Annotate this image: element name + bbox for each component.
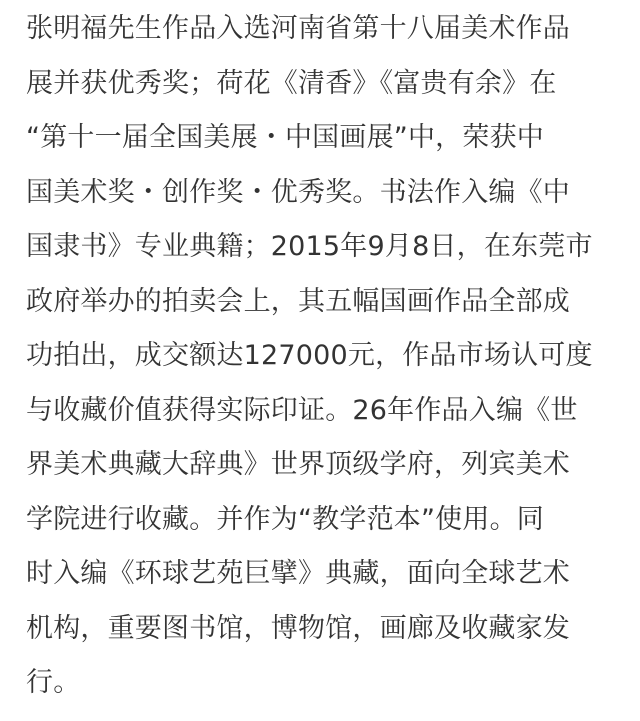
paragraph-line: 国美术奖・创作奖・优秀奖。书法作入编《中 <box>26 176 570 208</box>
article-paragraph <box>26 2 626 711</box>
paragraph-line: “第十一届全国美展・中国画展”中，荣获中 <box>26 122 544 153</box>
paragraph-line: 政府举办的拍卖会上，其五幅国画作品全部成 <box>26 285 570 317</box>
paragraph-line: 学院进行收藏。并作为“教学范本”使用。同 <box>26 503 544 535</box>
paragraph-line: 时入编《环球艺苑巨擘》典藏，面向全球艺术 <box>26 558 570 589</box>
paragraph-line: 机构，重要图书馆，博物馆，画廊及收藏家发 <box>26 612 570 644</box>
paragraph-line: 功拍出，成交额达127000元，作品市场认可度 <box>26 340 593 371</box>
paragraph-line: 国隶书》专业典籍；2015年9月8日，在东莞市 <box>26 231 593 262</box>
paragraph-line: 与收藏价值获得实际印证。26年作品入编《世 <box>26 394 578 426</box>
paragraph-line: 界美术典藏大辞典》世界顶级学府，列宾美术 <box>26 449 570 480</box>
paragraph-line: 展并获优秀奖；荷花《清香》《富贵有余》在 <box>26 67 557 99</box>
paragraph-line: 张明福先生作品入选河南省第十八届美术作品 <box>26 13 570 44</box>
paragraph-line: 行。 <box>26 667 81 698</box>
